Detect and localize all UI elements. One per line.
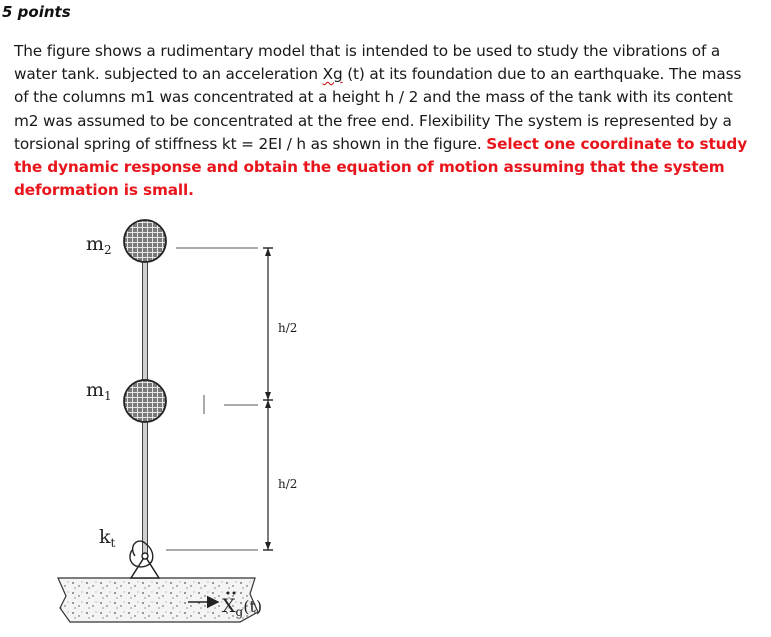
pin-hinge [142, 553, 148, 559]
mass-m1-sphere [124, 380, 166, 422]
question-line-5 [14, 133, 766, 156]
mass-m2-sphere [124, 220, 166, 262]
tank-model-figure [0, 210, 771, 637]
question-line-1: The figure shows a rudimentary model that is intended to be used to study the vibrations of a [14, 42, 721, 60]
dimension-label-upper: h/2 [278, 321, 298, 335]
flagged-word-xg: Xg [322, 65, 343, 84]
excitation-dot-2 [233, 592, 236, 595]
question-text [14, 40, 766, 202]
dimension-arrow-3 [265, 400, 271, 408]
label-m1: $m_1$ [86, 379, 112, 403]
dimension-label-lower: h/2 [278, 477, 298, 491]
dimension-arrow-2 [265, 392, 271, 400]
dimension-arrow-4 [265, 542, 271, 550]
question-line-2-start: water tank. subjected to an acceleration [14, 65, 323, 84]
label-kt: $k_t$ [99, 526, 116, 550]
question-instruction-end: deformation is small. [14, 181, 194, 200]
label-m2: $m_2$ [86, 233, 112, 257]
dimension-arrow-1 [265, 248, 271, 256]
question-line-3: of the columns m1 was concentrated at a height h / 2 and the mass of the tank with its content [14, 88, 733, 107]
question-line-5-start: torsional spring of stiffness kt = 2EI / h as shown in the figure. [14, 134, 487, 153]
excitation-label: $X_g^{(t)}$ [222, 595, 263, 619]
question-line-2-end: (t) at its foundation due to an earthquake. The mass [342, 65, 742, 84]
question-instruction-middle: the dynamic response and obtain the equation of motion assuming that the system [14, 158, 725, 177]
question-line-2 [14, 63, 766, 86]
excitation-dot-1 [227, 592, 230, 595]
question-instruction-start: Select one coordinate to study [486, 134, 748, 153]
points-label: 5 points [2, 3, 71, 21]
question-line-4: m2 was assumed to be concentrated at the free end. Flexibility The system is represented by a [14, 111, 732, 130]
